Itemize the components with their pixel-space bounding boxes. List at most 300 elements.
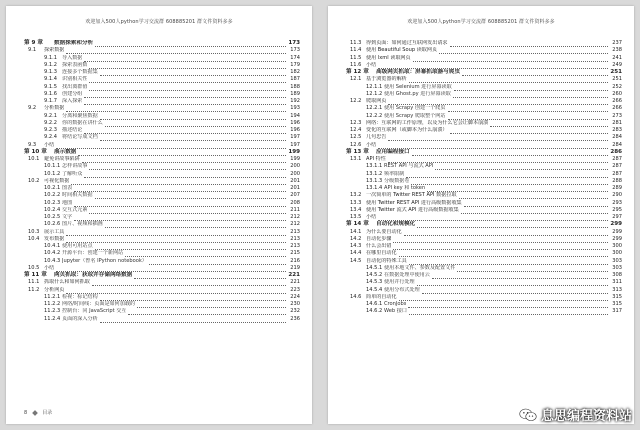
footer-label: 目录 [42, 410, 53, 416]
toc-page-number: 196 [290, 119, 300, 126]
toc-entry-row[interactable] [24, 316, 300, 323]
toc-title: 连接多个数据集 [62, 69, 98, 75]
left-page [6, 6, 312, 424]
toc-page-number: 260 [612, 90, 622, 97]
dot-leader [66, 236, 286, 243]
dot-leader [413, 55, 608, 62]
toc-number: 13.1 [350, 156, 362, 162]
toc-entry-row[interactable] [346, 308, 622, 315]
toc-chapter-row[interactable] [346, 69, 622, 76]
dot-leader [432, 272, 608, 279]
toc-number: 11.2.1 [44, 293, 61, 300]
toc-page-number: 187 [290, 76, 300, 83]
toc-number: 10.4.1 [44, 243, 61, 249]
toc-entry-row[interactable] [24, 163, 300, 170]
toc-title: 交互式元素 [62, 206, 88, 213]
toc-entry-row[interactable] [346, 185, 622, 192]
toc-title: 开源平台：创建一个新网站 [62, 250, 124, 257]
toc-number: 10.4 [28, 235, 40, 242]
toc-title: 使用 Selenium 进行屏幕读取 [384, 83, 452, 90]
toc-entry-row[interactable] [346, 62, 622, 69]
toc-number: 11.3 [350, 40, 362, 46]
toc-title: 深入探索 [62, 98, 83, 104]
toc-entry-row[interactable] [24, 142, 300, 149]
toc-entry-row[interactable] [346, 301, 622, 308]
toc-number: 9.1 [28, 47, 37, 54]
toc-number: 10.3 [28, 228, 40, 235]
toc-entry-row[interactable] [24, 207, 300, 214]
toc-entry-row[interactable] [24, 243, 300, 250]
toc-number: 10.2.4 [44, 206, 61, 213]
toc-title: REST API 与流式 API [384, 163, 434, 170]
toc-page-number: 199 [290, 156, 300, 162]
toc-title: 地图 [62, 199, 73, 206]
toc-entry-row[interactable] [24, 294, 300, 301]
dot-leader [71, 178, 286, 185]
dot-leader [448, 105, 608, 112]
toc-page-number: 297 [612, 214, 622, 220]
toc-page-number: 252 [612, 83, 622, 90]
toc-page-number: 299 [610, 221, 622, 228]
toc-page-number: 311 [612, 279, 622, 286]
toc-title: 简单的自动化 [366, 293, 397, 300]
dot-leader [427, 185, 608, 192]
toc-entry-row[interactable] [346, 163, 622, 170]
dot-leader [128, 308, 286, 315]
toc-page-number: 230 [290, 301, 300, 307]
dot-leader [100, 316, 286, 323]
toc-number: 9.1.1 [44, 54, 57, 61]
toc-title: 使用 Twitter 流式 API 进行高级数据收集 [366, 206, 459, 213]
dot-leader [404, 229, 608, 236]
toc-entry-row[interactable] [346, 229, 622, 236]
toc-entry-row[interactable] [346, 40, 622, 47]
toc-page-number: 283 [612, 127, 622, 133]
toc-page-number: 284 [612, 134, 622, 141]
toc-title: 避免讲故事陷阱 [44, 156, 80, 162]
toc-page-number: 197 [290, 141, 300, 148]
toc-entry-row[interactable] [24, 120, 300, 127]
toc-title: 一次简单的 Twitter REST API 数据拉取 [366, 192, 457, 199]
toc-page-number: 199 [288, 148, 300, 155]
toc-title: 页面的深入分析 [62, 315, 98, 322]
toc-number: 14.4 [350, 250, 362, 257]
dot-leader [89, 207, 286, 214]
toc-number: 10.2.2 [44, 192, 61, 199]
toc-page-number: 215 [290, 250, 300, 257]
dot-leader [66, 47, 286, 54]
toc-title: 使用 Beautiful Soup 读取网页 [366, 47, 438, 54]
toc-entry-row[interactable] [24, 229, 300, 236]
toc-list [346, 40, 622, 316]
toc-number: 11.2.4 [44, 315, 61, 322]
toc-title: 小结 [366, 141, 377, 148]
dot-leader [417, 221, 608, 228]
toc-entry-row[interactable] [346, 98, 622, 105]
toc-page-number: 223 [290, 286, 300, 293]
dot-leader [89, 163, 286, 170]
toc-number: 12.3 [350, 119, 362, 126]
toc-page-number: 288 [612, 177, 622, 184]
toc-entry-row[interactable] [24, 178, 300, 185]
toc-number: 14.5.1 [366, 264, 383, 271]
toc-page-number: 188 [290, 83, 300, 90]
toc-title: Web 接口 [384, 308, 407, 315]
toc-page-number: 213 [290, 235, 300, 242]
toc-page-number: 213 [290, 243, 300, 249]
toc-entry-row[interactable] [346, 294, 622, 301]
toc-entry-row[interactable] [346, 171, 622, 178]
toc-title: API 特性 [366, 156, 386, 162]
watermark-text: 息思编程资料站 [540, 409, 632, 424]
dot-leader [89, 76, 286, 83]
toc-entry-row[interactable] [24, 185, 300, 192]
toc-entry-row[interactable] [346, 84, 622, 91]
dot-leader [100, 134, 286, 141]
toc-entry-row[interactable] [346, 200, 622, 207]
toc-title: 探索数据 [44, 47, 65, 54]
toc-entry-row[interactable] [346, 134, 622, 141]
toc-page-number: 303 [612, 264, 622, 271]
toc-title: 数据探索和分析 [54, 40, 94, 46]
toc-number: 10.1.2 [44, 170, 61, 177]
toc-entry-row[interactable] [24, 69, 300, 76]
toc-number: 12.2.1 [366, 105, 383, 112]
toc-title: 展示数据 [54, 148, 77, 155]
toc-entry-row[interactable] [346, 178, 622, 185]
dot-leader [74, 185, 286, 192]
toc-number: 9.2.3 [44, 127, 57, 133]
toc-title: 创建分组 [62, 90, 83, 97]
toc-page-number: 211 [290, 206, 300, 213]
toc-page-number: 287 [612, 163, 622, 170]
dot-leader [66, 287, 286, 294]
toc-title: 怎样讲故事 [62, 163, 88, 170]
toc-title: 使用并行处理 [384, 279, 415, 286]
toc-page-number: 303 [612, 257, 622, 264]
toc-page-number: 251 [610, 69, 622, 75]
toc-page-number: 192 [290, 98, 300, 104]
toc-number: 12.2.2 [366, 112, 383, 119]
toc-entry-row[interactable] [24, 250, 300, 257]
toc-page-number: 196 [290, 127, 300, 133]
toc-entry-row[interactable] [346, 127, 622, 134]
toc-title: 变化的互联网（或脚本为什么崩溃） [366, 127, 448, 133]
dot-leader [393, 243, 608, 250]
toc-list [24, 40, 300, 323]
toc-entry-row[interactable] [24, 258, 300, 265]
toc-page-number: 299 [612, 235, 622, 242]
dot-leader [134, 272, 286, 279]
dot-leader [399, 250, 608, 257]
dot-leader [409, 308, 608, 315]
toc-title: 使用分布式处理 [384, 286, 420, 293]
toc-title: 应用编程接口 [376, 148, 410, 155]
toc-title: 频率限制 [384, 170, 405, 177]
toc-entry-row[interactable] [346, 287, 622, 294]
dot-leader [149, 258, 286, 265]
dot-leader [409, 76, 608, 83]
toc-page-number: 236 [290, 315, 300, 322]
dot-leader [412, 149, 608, 156]
toc-entry-row[interactable] [346, 243, 622, 250]
toc-entry-row[interactable] [24, 105, 300, 112]
dot-leader [378, 142, 608, 149]
toc-title: 什么会出错 [366, 243, 392, 249]
dot-leader [78, 149, 286, 156]
toc-number: 14.2 [350, 235, 362, 242]
toc-title: 使用 Scrapy 创建一个爬虫 [384, 105, 446, 112]
toc-number: 第 10 章 [24, 148, 47, 155]
toc-title: 得到页面：如何通过互联网发出请求 [366, 40, 448, 46]
toc-page-number: 266 [612, 98, 622, 104]
toc-title: 自动化步骤 [366, 235, 392, 242]
toc-number: 13.4 [350, 206, 362, 213]
toc-entry-row[interactable] [346, 47, 622, 54]
dot-leader [74, 200, 286, 207]
toc-number: 第 11 章 [24, 272, 47, 278]
toc-title: API key 和 token [384, 185, 426, 191]
dot-leader [448, 113, 608, 120]
dot-leader [66, 229, 286, 236]
toc-page-number: 238 [612, 47, 622, 54]
toc-number: 13.3 [350, 199, 362, 206]
toc-title: Jupyter（曾名 IPython notebook） [62, 257, 147, 264]
dot-leader [406, 171, 608, 178]
toc-entry-row[interactable] [346, 192, 622, 199]
dot-leader [490, 120, 608, 127]
dot-leader [84, 98, 286, 105]
toc-number: 12.1 [350, 76, 362, 83]
toc-entry-row[interactable] [24, 301, 300, 308]
toc-entry-row[interactable] [24, 308, 300, 315]
toc-number: 14.6.2 [366, 308, 383, 315]
toc-entry-row[interactable] [24, 156, 300, 163]
dot-leader [100, 69, 286, 76]
toc-number: 11.1 [28, 279, 40, 286]
toc-entry-row[interactable] [24, 47, 300, 54]
toc-number: 10.4.3 [44, 257, 61, 264]
toc-number: 10.2.5 [44, 214, 61, 220]
toc-entry-row[interactable] [24, 171, 300, 178]
toc-number: 11.2.2 [44, 301, 61, 307]
toc-page-number: 193 [290, 105, 300, 112]
toc-title: 可视化数据 [44, 177, 70, 184]
toc-page-number: 284 [612, 141, 622, 148]
toc-title: 使用 Ghost.py 进行屏幕读取 [384, 90, 451, 97]
toc-number: 10.2.3 [44, 199, 61, 206]
toc-number: 12.4 [350, 127, 362, 133]
toc-entry-row[interactable] [24, 287, 300, 294]
toc-entry-row[interactable] [24, 84, 300, 91]
wechat-icon [519, 408, 537, 422]
toc-title: 时间相关数据 [62, 192, 93, 199]
toc-page-number: 315 [612, 301, 622, 307]
toc-chapter-row[interactable] [346, 149, 622, 156]
toc-entry-row[interactable] [346, 236, 622, 243]
dot-leader [100, 294, 286, 301]
toc-title: 图片、视频和插画 [62, 221, 103, 228]
toc-entry-row[interactable] [24, 91, 300, 98]
toc-page-number: 273 [612, 112, 622, 119]
toc-entry-row[interactable] [24, 192, 300, 199]
toc-number: 第 14 章 [346, 221, 369, 228]
toc-number: 9.1.6 [44, 90, 57, 97]
toc-page-number: 189 [290, 90, 300, 97]
dot-leader [408, 301, 608, 308]
dot-leader [439, 47, 608, 54]
toc-chapter-row[interactable] [24, 149, 300, 156]
toc-page-number: 179 [290, 61, 300, 68]
right-page [328, 6, 634, 424]
toc-entry-row[interactable] [346, 258, 622, 265]
toc-entry-row[interactable] [346, 113, 622, 120]
dot-leader [461, 207, 608, 214]
toc-entry-row[interactable] [24, 236, 300, 243]
toc-title: 基于浏览器的解析 [366, 76, 407, 83]
toc-entry-row[interactable] [24, 55, 300, 62]
toc-page-number: 219 [290, 264, 300, 271]
toc-page-number: 221 [290, 279, 300, 286]
toc-number: 10.4.2 [44, 250, 61, 257]
toc-entry-row[interactable] [24, 221, 300, 228]
dot-leader [435, 163, 608, 170]
toc-entry-row[interactable] [346, 250, 622, 257]
toc-entry-row[interactable] [346, 76, 622, 83]
dot-leader [378, 62, 608, 69]
dot-leader [89, 62, 286, 69]
toc-number: 10.5 [28, 264, 40, 271]
toc-title: 自动化和规模化 [376, 221, 416, 228]
toc-title: 控制台：同 JavaScript 交互 [62, 308, 127, 315]
dot-leader [95, 192, 286, 199]
dot-leader [105, 120, 286, 127]
toc-number: 9.1.3 [44, 69, 57, 75]
toc-title: 网络：互联网的工作原理，以及为什么它会让脚本崩溃 [366, 119, 489, 126]
toc-entry-row[interactable] [346, 265, 622, 272]
toc-entry-row[interactable] [346, 120, 622, 127]
toc-page-number: 221 [288, 272, 300, 278]
dot-leader [95, 40, 286, 47]
dot-leader [74, 214, 286, 221]
dot-leader [411, 178, 608, 185]
toc-number: 12.6 [350, 141, 362, 148]
dot-leader [453, 91, 608, 98]
toc-entry-row[interactable] [346, 55, 622, 62]
toc-number: 13.1.2 [366, 170, 383, 177]
toc-page-number: 281 [612, 119, 622, 126]
toc-entry-row[interactable] [24, 62, 300, 69]
dot-leader [92, 279, 286, 286]
toc-entry-row[interactable] [24, 279, 300, 286]
dot-leader [450, 40, 608, 47]
toc-entry-row[interactable] [346, 272, 622, 279]
toc-entry-row[interactable] [346, 91, 622, 98]
toc-title: 网络/时间线：页面是如何加载的 [62, 301, 136, 307]
toc-title: 分析网页 [44, 286, 65, 293]
toc-page-number: 251 [612, 76, 622, 83]
toc-page-number: 315 [612, 293, 622, 300]
toc-entry-row[interactable] [24, 134, 300, 141]
toc-title: 探索表函数 [62, 61, 88, 68]
dot-leader [125, 250, 286, 257]
toc-number: 10.2 [28, 177, 40, 184]
toc-entry-row[interactable] [346, 207, 622, 214]
toc-page-number: 207 [290, 192, 300, 199]
toc-number: 11.6 [350, 61, 362, 68]
toc-page-number: 313 [612, 286, 622, 293]
toc-entry-row[interactable] [346, 156, 622, 163]
toc-page-number: 300 [612, 250, 622, 257]
toc-entry-row[interactable] [24, 113, 300, 120]
dot-leader [66, 105, 286, 112]
dot-leader [89, 84, 286, 91]
toc-title: 在数据处理中使用云 [384, 272, 430, 278]
toc-entry-row[interactable] [346, 142, 622, 149]
toc-number: 第 12 章 [346, 69, 369, 75]
toc-title: 分级数据卷 [384, 177, 410, 184]
dot-leader [450, 127, 608, 134]
toc-chapter-row[interactable] [24, 272, 300, 279]
dot-leader [388, 98, 608, 105]
toc-number: 9.1.5 [44, 83, 57, 90]
toc-title: 为什么要自动化 [366, 228, 402, 235]
dot-leader [84, 127, 286, 134]
toc-page-number: 212 [290, 214, 300, 220]
toc-title: 在哪里自动化 [366, 250, 397, 257]
toc-entry-row[interactable] [24, 265, 300, 272]
toc-number: 14.6.1 [366, 301, 383, 307]
toc-number: 12.5 [350, 134, 362, 141]
toc-page-number: 290 [612, 192, 622, 199]
toc-page-number: 286 [610, 148, 622, 155]
page-header: 欢迎加入500人python学习交流群 608885201 群文件资料多多 [407, 19, 555, 25]
watermark [519, 405, 632, 424]
toc-entry-row[interactable] [24, 214, 300, 221]
toc-number: 9.2.1 [44, 112, 57, 119]
toc-entry-row[interactable] [346, 279, 622, 286]
toc-title: 将结论写成文档 [62, 134, 98, 141]
toc-page-number: 266 [612, 105, 622, 112]
dot-leader [459, 192, 608, 199]
toc-page-number: 289 [612, 185, 622, 191]
toc-entry-row[interactable] [24, 76, 300, 83]
toc-number: 9.2 [28, 105, 37, 112]
toc-title: 了解听众 [62, 170, 83, 177]
toc-page-number: 295 [612, 206, 622, 213]
toc-page-number: 249 [612, 61, 622, 68]
toc-number: 9.2.2 [44, 119, 57, 126]
toc-entry-row[interactable] [346, 105, 622, 112]
toc-number: 14.6 [350, 293, 362, 300]
toc-number: 11.2 [28, 286, 40, 293]
toc-number: 14.5.4 [366, 286, 383, 293]
toc-entry-row[interactable] [24, 98, 300, 105]
toc-title: 高级网页抓取：屏幕抓取器与爬虫 [376, 69, 460, 75]
toc-title: 分析数据 [44, 105, 65, 112]
toc-chapter-row[interactable] [346, 221, 622, 228]
toc-entry-row[interactable] [346, 214, 622, 221]
toc-number: 第 13 章 [346, 148, 369, 155]
toc-number: 14.3 [350, 243, 362, 249]
toc-entry-row[interactable] [24, 200, 300, 207]
toc-chapter-row[interactable] [24, 40, 300, 47]
dot-leader [462, 69, 608, 76]
toc-title: 小结 [44, 141, 55, 148]
toc-number: 13.1.3 [366, 177, 383, 184]
toc-title: 小结 [366, 214, 377, 220]
toc-entry-row[interactable] [24, 127, 300, 134]
